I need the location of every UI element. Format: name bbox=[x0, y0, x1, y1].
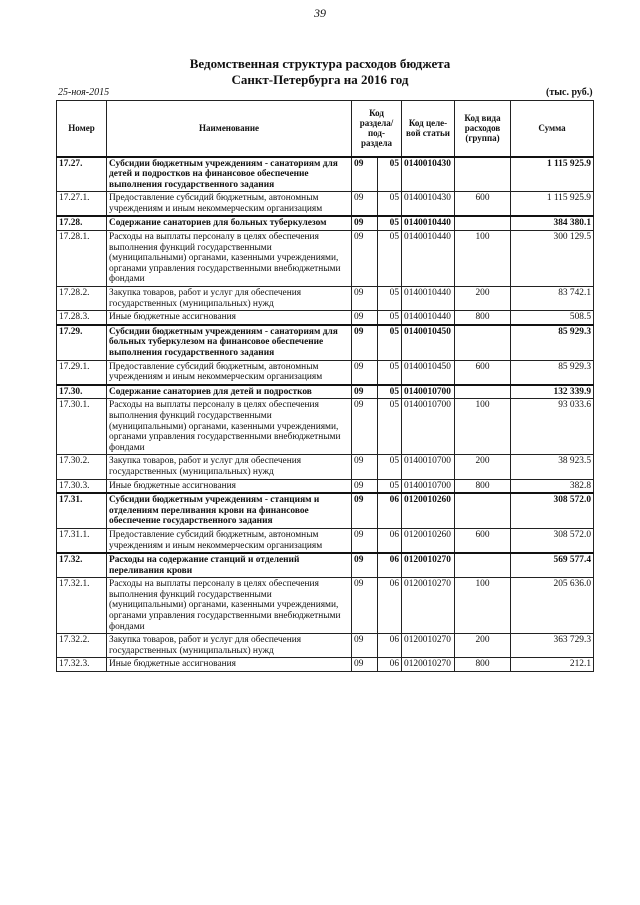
row-subsection-code: 05 bbox=[378, 311, 402, 325]
row-target-code: 0140010450 bbox=[402, 325, 455, 360]
row-sum: 382.8 bbox=[511, 479, 594, 493]
table-row bbox=[57, 578, 594, 634]
row-sum: 508.5 bbox=[511, 311, 594, 325]
row-subsection-code: 05 bbox=[378, 231, 402, 287]
row-number: 17.32.3. bbox=[57, 658, 107, 672]
row-section-code: 09 bbox=[352, 493, 378, 528]
row-number: 17.31. bbox=[57, 493, 107, 528]
row-sum: 308 572.0 bbox=[511, 528, 594, 553]
row-target-code: 0120010270 bbox=[402, 634, 455, 658]
row-kind-code bbox=[455, 216, 511, 230]
row-subsection-code: 05 bbox=[378, 399, 402, 455]
row-sum: 38 923.5 bbox=[511, 455, 594, 479]
row-name: Закупка товаров, работ и услуг для обеспечения государственных (муниципальных) нужд bbox=[107, 455, 352, 479]
row-target-code: 0140010700 bbox=[402, 385, 455, 399]
row-name: Расходы на содержание станций и отделений переливания крови bbox=[107, 553, 352, 578]
row-kind-code: 100 bbox=[455, 578, 511, 634]
row-subsection-code: 06 bbox=[378, 528, 402, 553]
row-target-code: 0140010450 bbox=[402, 360, 455, 385]
row-kind-code: 200 bbox=[455, 287, 511, 311]
row-section-code: 09 bbox=[352, 479, 378, 493]
row-name: Закупка товаров, работ и услуг для обеспечения государственных (муниципальных) нужд bbox=[107, 634, 352, 658]
row-subsection-code: 05 bbox=[378, 479, 402, 493]
row-name: Субсидии бюджетным учреждениям - станциям и отделениям переливания крови на финансовое обеспечение государственного задания bbox=[107, 493, 352, 528]
row-section-code: 09 bbox=[352, 553, 378, 578]
row-section-code: 09 bbox=[352, 157, 378, 192]
row-section-code: 09 bbox=[352, 311, 378, 325]
row-kind-code: 100 bbox=[455, 399, 511, 455]
row-section-code: 09 bbox=[352, 634, 378, 658]
row-sum: 308 572.0 bbox=[511, 493, 594, 528]
row-section-code: 09 bbox=[352, 455, 378, 479]
table-row bbox=[57, 231, 594, 287]
row-sum: 83 742.1 bbox=[511, 287, 594, 311]
row-section-code: 09 bbox=[352, 360, 378, 385]
row-kind-code: 600 bbox=[455, 528, 511, 553]
row-number: 17.29. bbox=[57, 325, 107, 360]
row-subsection-code: 06 bbox=[378, 658, 402, 672]
row-number: 17.27. bbox=[57, 157, 107, 192]
row-section-code: 09 bbox=[352, 287, 378, 311]
header-target: Код целе-вой статьи bbox=[402, 101, 455, 157]
row-number: 17.32. bbox=[57, 553, 107, 578]
row-subsection-code: 05 bbox=[378, 455, 402, 479]
table-row bbox=[57, 287, 594, 311]
row-number: 17.32.1. bbox=[57, 578, 107, 634]
header-section: Код раздела/ под-раздела bbox=[352, 101, 402, 157]
row-subsection-code: 05 bbox=[378, 192, 402, 217]
table-row bbox=[57, 216, 594, 230]
table-header-row bbox=[57, 101, 594, 157]
row-name: Субсидии бюджетным учреждениям - санаториям для детей и подростков на финансовое обеспечение выполнения государственного задания bbox=[107, 157, 352, 192]
table-row bbox=[57, 325, 594, 360]
row-sum: 1 115 925.9 bbox=[511, 157, 594, 192]
row-target-code: 0120010260 bbox=[402, 528, 455, 553]
row-target-code: 0120010270 bbox=[402, 578, 455, 634]
row-section-code: 09 bbox=[352, 528, 378, 553]
row-section-code: 09 bbox=[352, 658, 378, 672]
row-name: Расходы на выплаты персоналу в целях обеспечения выполнения функций государственными (муниципальными) органами, казенными учреждениями, органами управления государственными внебюджетными фондами bbox=[107, 231, 352, 287]
row-section-code: 09 bbox=[352, 231, 378, 287]
row-target-code: 0140010440 bbox=[402, 287, 455, 311]
row-subsection-code: 05 bbox=[378, 157, 402, 192]
row-number: 17.30.1. bbox=[57, 399, 107, 455]
row-number: 17.28.2. bbox=[57, 287, 107, 311]
row-kind-code: 200 bbox=[455, 634, 511, 658]
row-name: Расходы на выплаты персоналу в целях обеспечения выполнения функций государственными (муниципальными) органами, казенными учреждениями, органами управления государственными внебюджетными фондами bbox=[107, 578, 352, 634]
row-target-code: 0140010700 bbox=[402, 479, 455, 493]
table-row bbox=[57, 385, 594, 399]
table-row bbox=[57, 455, 594, 479]
row-subsection-code: 05 bbox=[378, 385, 402, 399]
row-sum: 205 636.0 bbox=[511, 578, 594, 634]
table-row bbox=[57, 360, 594, 385]
row-name: Закупка товаров, работ и услуг для обеспечения государственных (муниципальных) нужд bbox=[107, 287, 352, 311]
row-number: 17.27.1. bbox=[57, 192, 107, 217]
row-sum: 300 129.5 bbox=[511, 231, 594, 287]
row-section-code: 09 bbox=[352, 325, 378, 360]
row-kind-code bbox=[455, 385, 511, 399]
row-sum: 384 380.1 bbox=[511, 216, 594, 230]
row-subsection-code: 06 bbox=[378, 553, 402, 578]
row-target-code: 0140010700 bbox=[402, 399, 455, 455]
row-number: 17.30.3. bbox=[57, 479, 107, 493]
row-name: Предоставление субсидий бюджетным, автономным учреждениям и иным некоммерческим организациям bbox=[107, 192, 352, 217]
row-subsection-code: 06 bbox=[378, 578, 402, 634]
row-kind-code bbox=[455, 493, 511, 528]
row-section-code: 09 bbox=[352, 399, 378, 455]
row-name: Иные бюджетные ассигнования bbox=[107, 311, 352, 325]
table-row bbox=[57, 479, 594, 493]
row-kind-code: 200 bbox=[455, 455, 511, 479]
row-target-code: 0120010270 bbox=[402, 553, 455, 578]
table-row bbox=[57, 493, 594, 528]
row-target-code: 0140010440 bbox=[402, 231, 455, 287]
row-subsection-code: 06 bbox=[378, 634, 402, 658]
row-target-code: 0140010440 bbox=[402, 216, 455, 230]
row-target-code: 0140010430 bbox=[402, 157, 455, 192]
page-number: 39 bbox=[314, 6, 326, 20]
table-row bbox=[57, 658, 594, 672]
row-kind-code: 800 bbox=[455, 311, 511, 325]
row-sum: 85 929.3 bbox=[511, 325, 594, 360]
row-section-code: 09 bbox=[352, 192, 378, 217]
row-sum: 212.1 bbox=[511, 658, 594, 672]
row-number: 17.30. bbox=[57, 385, 107, 399]
header-name: Наименование bbox=[107, 101, 352, 157]
row-target-code: 0140010440 bbox=[402, 311, 455, 325]
row-kind-code: 800 bbox=[455, 658, 511, 672]
document-title: Ведомственная структура расходов бюджета bbox=[189, 56, 451, 71]
row-name: Содержание санаториев для детей и подростков bbox=[107, 385, 352, 399]
row-subsection-code: 05 bbox=[378, 360, 402, 385]
row-name: Иные бюджетные ассигнования bbox=[107, 479, 352, 493]
row-sum: 1 115 925.9 bbox=[511, 192, 594, 217]
budget-table bbox=[56, 100, 594, 672]
row-target-code: 0140010430 bbox=[402, 192, 455, 217]
row-name: Предоставление субсидий бюджетным, автономным учреждениям и иным некоммерческим организациям bbox=[107, 528, 352, 553]
row-name: Иные бюджетные ассигнования bbox=[107, 658, 352, 672]
row-kind-code: 100 bbox=[455, 231, 511, 287]
row-kind-code: 600 bbox=[455, 192, 511, 217]
table-row bbox=[57, 192, 594, 217]
units-label: (тыс. руб.) bbox=[546, 87, 593, 98]
row-target-code: 0120010260 bbox=[402, 493, 455, 528]
row-sum: 569 577.4 bbox=[511, 553, 594, 578]
row-kind-code bbox=[455, 553, 511, 578]
row-name: Расходы на выплаты персоналу в целях обеспечения выполнения функций государственными (муниципальными) органами, казенными учреждениями, органами управления государственными внебюджетными фондами bbox=[107, 399, 352, 455]
row-subsection-code: 05 bbox=[378, 216, 402, 230]
row-kind-code: 800 bbox=[455, 479, 511, 493]
row-section-code: 09 bbox=[352, 385, 378, 399]
row-number: 17.28. bbox=[57, 216, 107, 230]
row-name: Субсидии бюджетным учреждениям - санаториям для больных туберкулезом на финансовое обеспечение выполнения государственного задания bbox=[107, 325, 352, 360]
row-subsection-code: 05 bbox=[378, 325, 402, 360]
header-sum: Сумма bbox=[511, 101, 594, 157]
row-number: 17.30.2. bbox=[57, 455, 107, 479]
header-number: Номер bbox=[57, 101, 107, 157]
row-kind-code bbox=[455, 157, 511, 192]
row-number: 17.28.1. bbox=[57, 231, 107, 287]
row-number: 17.32.2. bbox=[57, 634, 107, 658]
row-section-code: 09 bbox=[352, 216, 378, 230]
table-row bbox=[57, 553, 594, 578]
row-subsection-code: 05 bbox=[378, 287, 402, 311]
row-section-code: 09 bbox=[352, 578, 378, 634]
row-name: Содержание санаториев для больных туберкулезом bbox=[107, 216, 352, 230]
table-body bbox=[57, 157, 594, 672]
row-number: 17.29.1. bbox=[57, 360, 107, 385]
row-subsection-code: 06 bbox=[378, 493, 402, 528]
row-target-code: 0140010700 bbox=[402, 455, 455, 479]
row-sum: 363 729.3 bbox=[511, 634, 594, 658]
table-row bbox=[57, 157, 594, 192]
row-number: 17.31.1. bbox=[57, 528, 107, 553]
row-number: 17.28.3. bbox=[57, 311, 107, 325]
document-date: 25-ноя-2015 bbox=[58, 87, 110, 98]
table-row bbox=[57, 528, 594, 553]
table-row bbox=[57, 634, 594, 658]
document-subtitle: Санкт-Петербурга на 2016 год bbox=[231, 72, 409, 87]
row-kind-code bbox=[455, 325, 511, 360]
row-sum: 85 929.3 bbox=[511, 360, 594, 385]
row-sum: 132 339.9 bbox=[511, 385, 594, 399]
row-kind-code: 600 bbox=[455, 360, 511, 385]
row-target-code: 0120010270 bbox=[402, 658, 455, 672]
row-sum: 93 033.6 bbox=[511, 399, 594, 455]
row-name: Предоставление субсидий бюджетным, автономным учреждениям и иным некоммерческим организациям bbox=[107, 360, 352, 385]
table-row bbox=[57, 399, 594, 455]
header-kind: Код вида расходов (группа) bbox=[455, 101, 511, 157]
table-row bbox=[57, 311, 594, 325]
